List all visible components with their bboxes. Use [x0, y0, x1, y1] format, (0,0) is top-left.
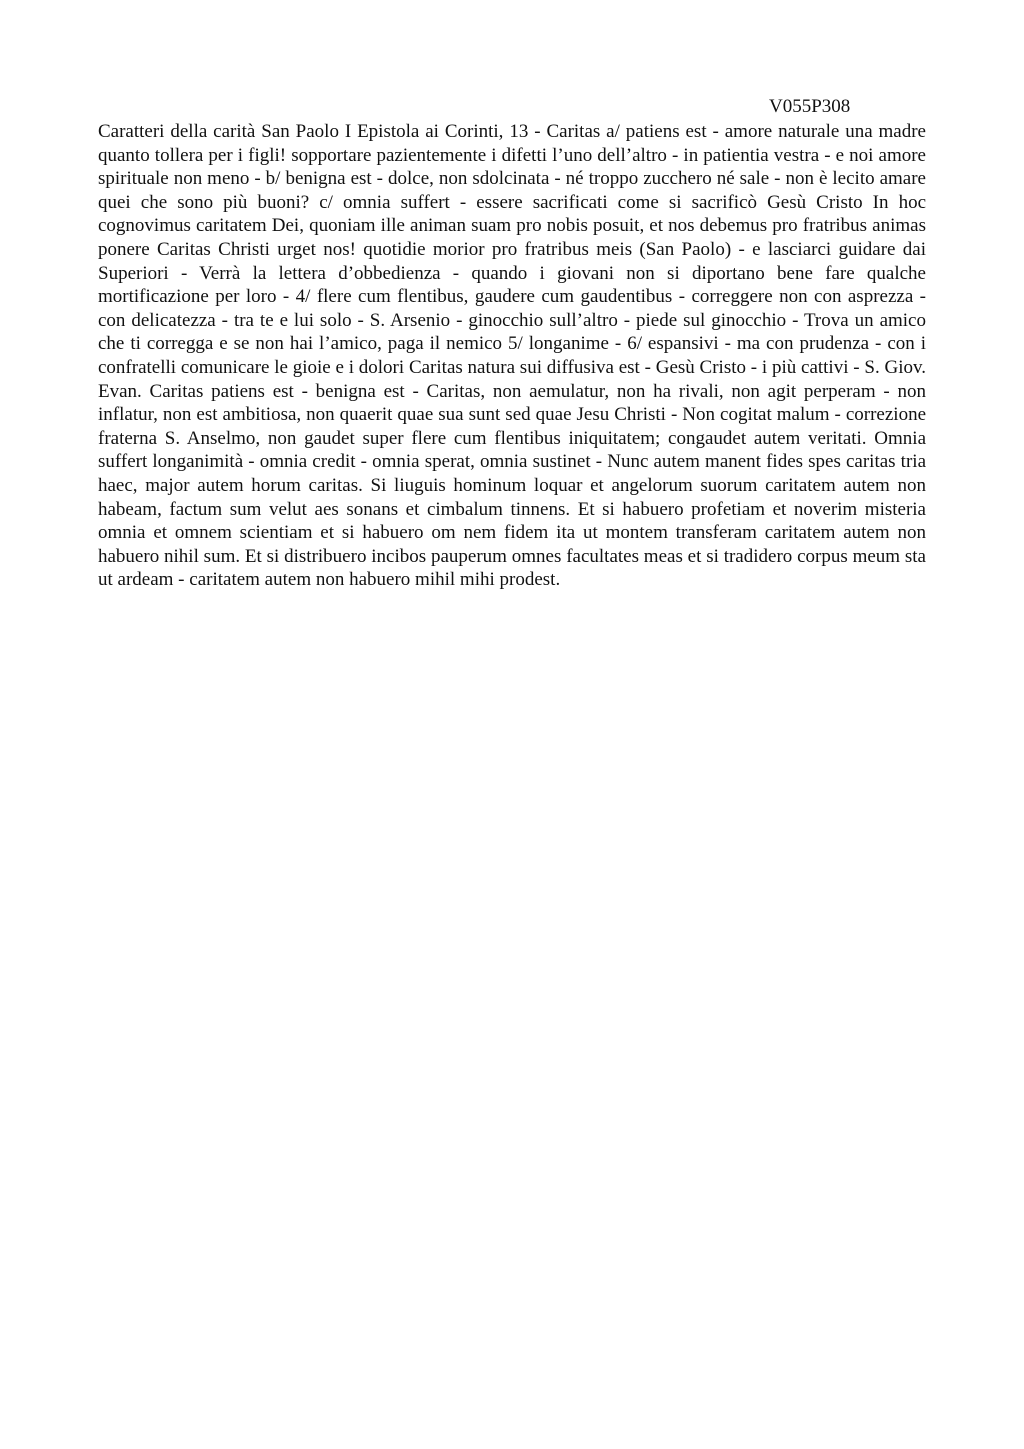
body-paragraph: Caratteri della carità San Paolo I Epistola ai Corinti, 13 - Caritas a/ patiens est - amore naturale una madre quanto tollera per i figli! sopportare pazientemente i difetti l’uno dell’altro - in patientia vestra - e noi amore spirituale non meno - b/ benigna est - dolce, non sdolcinata - né troppo zucchero né sale - non è lecito amare quei che sono più buoni? c/ omnia suffert - essere sacrificati come si sacrificò Gesù Cristo In hoc cognovimus caritatem Dei, quoniam ille animan suam pro nobis posuit, et nos debemus pro fratribus animas ponere Caritas Christi urget nos! quotidie morior pro fratribus meis (San Paolo) - e lasciarci guidare dai Superiori - Verrà la lettera d’obbedienza - quando i giovani non si diportano bene fare qualche mortificazione per loro - 4/ flere cum flentibus, gaudere cum gaudentibus - correggere non con asprezza - con delicatezza - tra te e lui solo - S. Arsenio - ginocchio sull’altro - piede sul ginocchio - Trova un amico che ti corregga e se non hai l’amico, paga il nemico 5/ longanime - 6/ espansivi - ma con prudenza - con i confratelli comunicare le gioie e i dolori Caritas natura sui diffusiva est - Gesù Cristo - i più cattivi - S. Giov. Evan. Caritas patiens est - benigna est - Caritas, non aemulatur, non ha rivali, non agit perperam - non inflatur, non est ambitiosa, non quaerit quae sua sunt sed quae Jesu Christi - Non cogitat malum - correzione fraterna S. Anselmo, non gaudet super flere cum flentibus iniquitatem; congaudet autem veritati. Omnia suffert longanimità - omnia credit - omnia sperat, omnia sustinet - Nunc autem manent fides spes caritas tria haec, major autem horum caritas. Si liuguis hominum loquar et angelorum suorum caritatem autem non habeam, factum sum velut aes sonans et cimbalum tinnens. Et si habuero profetiam et noverim misteria omnia et omnem scientiam et si habuero om nem fidem ita ut montem transferam caritatem autem non habuero nihil sum. Et si distribuero incibos pauperum omnes facultates meas et si tradidero corpus meum sta ut ardeam - caritatem autem non habuero mihil mihi prodest. — [98, 121, 926, 591]
page-id-label: V055P308 — [769, 96, 851, 117]
